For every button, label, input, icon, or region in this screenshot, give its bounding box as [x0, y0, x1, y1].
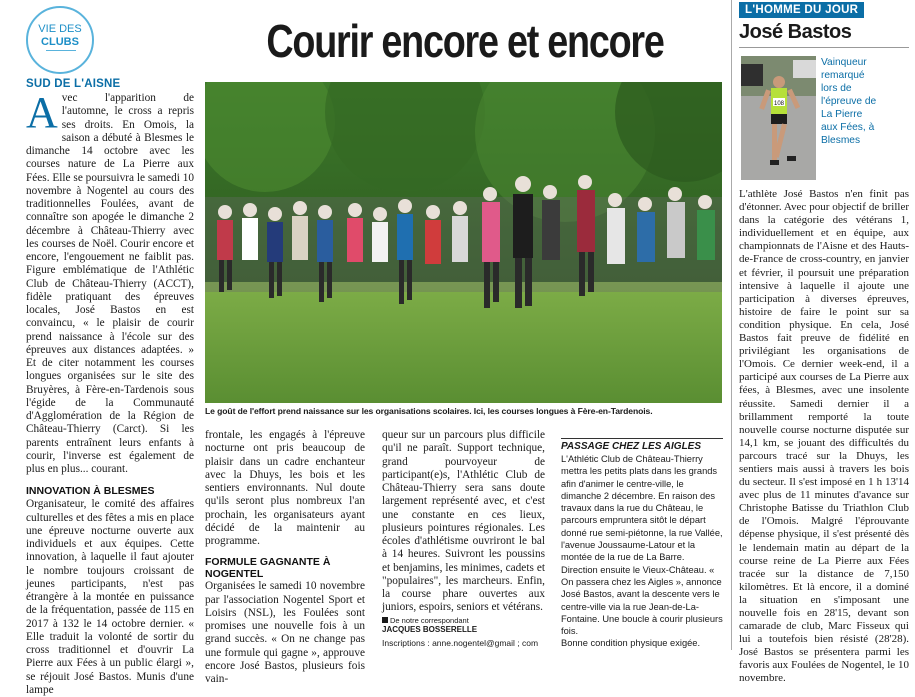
column-3 [382, 429, 545, 648]
sidebar-tag: L'HOMME DU JOUR [739, 2, 864, 18]
section-text-blesmes: Organisateur, le comité des affaires culturelles et des fêtes a mis en place une épreuve nocturne ouverte aux individuels et aux équipes. Cette innovation, à laquelle il faut ajouter le nombre toujours croissant de jeunes participants, n'est pas étrangère à la montée en puissance de la fréquentation, passée de 115 en 2017 à 132 le 14 octobre dernier. « Elle traduit la volonté de sortir du cross traditionnel et d'ouvrir La Pierre aux Fées à un public élargi », se réjouit José Bastos. Munis d'une lampe [26, 498, 194, 696]
kicker: SUD DE L'AISNE [26, 78, 121, 90]
race-photo [205, 82, 722, 403]
column-4-text: L'Athlétic Club de Château-Thierry mettra les petits plats dans les grands afin d'animer le centre-ville, le dimanche 2 décembre. En raison des travaux dans la rue du Château, le parcours empruntera sitôt le départ donné rue semi-piétonne, la rue Vallée, l'avenue Joussaume-Latour et la montée de la rue de La Barre. Direction ensuite le Vieux-Château. « On passera chez les Aigles », annonce José Bastos, avant la descente vers le centre-ville via la rue Jean-de-La-Fontaine. Une boucle à courir plusieurs fois. [561, 454, 723, 637]
column-2 [205, 429, 365, 686]
sidebar-rule [739, 47, 909, 48]
intro-text: vec l'apparition de l'automne, le cross a repris ses droits. En Omois, la saison a débuté à Blesmes le dimanche 14 octobre avec les courses nature de La Pierre aux Fées. Elle se poursuivra le samedi 10 novembre à Nogentel au cours des traditionnelles Foulées, avant de connaître son apogée le dimanche 2 décembre à Château-Thierry avec les courses de Noël. Courir encore et encore, l'engouement ne faiblit pas. Figure emblématique de l'Athlétic Club de Château-Thierry (ACCT), fidèle pratiquant des épreuves locales, José Bastos en est convaincu, « le plaisir de courir prend naissance à l'école sur des épreuves aux distances adaptées. » Et de citer notamment les courses longues organisées sur le site des Bruyères, à Fère-en-Tardenois sous l'égide de la Communauté d'Agglomération de la Région de Château-Thierry (Carct). Si les parents entraînent leurs enfants à courir, l'inverse est également de plus en plus... courant. [26, 92, 194, 475]
column-3-text: queur sur un parcours plus difficile qu'il ne paraît. Support technique, grand pourvoyeur de participant(e)s, l'Athlétic Club de Château-Thierry sera sans doute largement représenté avec, et c'est une constante en ces lieux, plusieurs pointures régionales. Les écoles d'athlétisme ouvriront le bal à 14 heures. Suivront les poussins et benjamins, les minimes, cadets et "populaires", les marcheurs. Enfin, la course phare ouvertes aux juniors, espoirs, seniors et vétérans. [382, 429, 545, 614]
section-head-blesmes: INNOVATION À BLESMES [26, 485, 155, 498]
race-photo-illustration [205, 82, 722, 403]
sidebar [739, 0, 909, 686]
column-4 [561, 438, 723, 650]
section-divider [561, 438, 723, 439]
intro-paragraph [26, 88, 194, 476]
sidebar-text: L'athlète José Bastos n'en finit pas d'étonner. Avec pour objectif de briller dans la catégorie des vétérans 1, individuellement et en équipe, aux championnats de l'Aisne et des Hauts-de-France de cross-country, en janvier et février, il poursuit une préparation intensive à laquelle il ajoute une participation à diverses épreuves, histoire de faire le point sur sa condition physique. En cela, José Bastos fait preuve de fidélité en privilégiant les organisations de l'Omois. Ce dernier week-end, il a participé aux courses de La Pierre aux fées, à Blesmes, avec une insolente réussite. Samedi dernier il a brillamment remporté la toute nouvelle course nocturne disputée sur 14,1 km, se jouant des difficultés du parcours tracé sur la Dhuys, les sentiers mais aussi à travers les bois du secteur. Il s'est imposé en 1 h 13'14 avec plus de 11 minutes d'avance sur Christophe Batisse du Triathlon Club de l'Omois. Malgré l'éprouvante dépense physique, il s'est présenté dès le lendemain matin au départ de la course reine de La Pierre aux Fées tracée sur la distance de 7,150 kilomètres. Et là encore, il a dominé la situation en s'imposant une nouvelle fois en 28'15, devant son camarade de club, Marc Fisseux qui lui a toutefois bien résisté (28'28). José Bastos se présentera parmi les favoris aux Foulées de Nogentel, le 10 novembre. [739, 188, 909, 685]
left-column [26, 78, 194, 697]
column-2-text: frontale, les engagés à l'épreuve nocturne ont pris beaucoup de plaisir dans un cadre enchanteur avec la Dhuys, les bois et les sentiers environnants. Nul doute qu'ils seront plus nombreux l'an prochain, les organisateurs ayant décidé de la maintenir au programme. [205, 429, 365, 547]
sidebar-name: José Bastos [739, 21, 852, 43]
badge-line-2: CLUBS [41, 36, 79, 48]
photo-caption: Le goût de l'effort prend naissance sur les organisations scolaires. Ici, les courses longues à Fère-en-Tardenois. [205, 406, 653, 416]
sidebar-divider [731, 0, 732, 650]
runner-illustration [741, 56, 816, 180]
sidebar-photo-caption: Vainqueur remarqué lors de l'épreuve de La Pierre aux Fées, à Blesmes [821, 57, 877, 146]
correspondent-line [382, 616, 545, 625]
column-4-closing: Bonne condition physique exigée. [561, 638, 701, 649]
headline: Courir encore et encore [266, 15, 664, 67]
author: JACQUES BOSSERELLE [382, 624, 478, 634]
section-head-aigles: PASSAGE CHEZ LES AIGLES [561, 441, 702, 452]
bib-number: 108 [773, 101, 785, 107]
runner-photo [741, 56, 816, 180]
section-head-nogentel: FORMULE GAGNANTE À NOGENTEL [205, 556, 331, 581]
drop-cap: A [26, 88, 58, 137]
badge-divider [46, 50, 76, 51]
inscriptions: Inscriptions : anne.nogentel@gmail ; com [382, 637, 539, 648]
section-text-nogentel: Organisées le samedi 10 novembre par l'association Nogentel Sport et Loisirs (NSL), les Foulées sont promises une nouvelle fois à un grand succès. « On ne change pas une formule qui gagne », approuve encore José Bastos, plusieurs fois vain- [205, 580, 365, 685]
sidebar-photo-row [739, 56, 909, 183]
arrow-icon [382, 617, 388, 623]
correspondent-label: De notre correspondant [390, 615, 469, 625]
club-life-badge [26, 6, 94, 74]
badge-line-1: VIE DES [38, 23, 82, 35]
